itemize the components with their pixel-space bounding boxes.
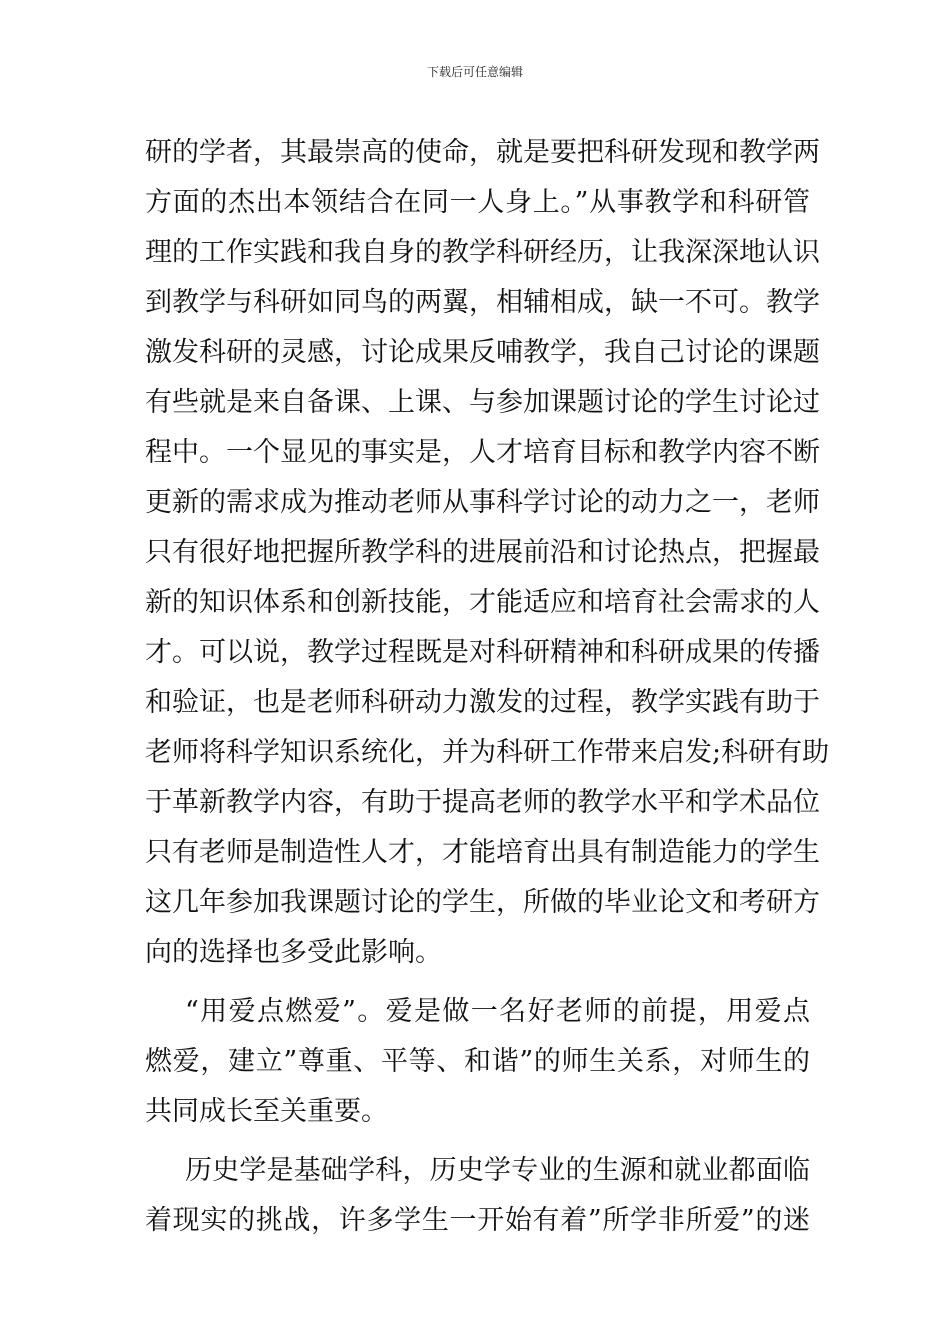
text-line: 着现实的挑战，许多学生一开始有着”所学非所爱”的迷 [145, 1205, 810, 1236]
text-line: 有些就是来自备课、上课、与参加课题讨论的学生讨论过 [145, 387, 820, 418]
text-line: 和验证，也是老师科研动力激发的过程，教学实践有助于 [145, 687, 820, 718]
document-body [145, 128, 830, 1246]
text-line: 向的选择也多受此影响。 [145, 937, 442, 968]
text-line: 到教学与科研如同鸟的两翼，相辅相成，缺一不可。教学 [145, 287, 820, 318]
text-line: 程中。一个显见的事实是，人才培育目标和教学内容不断 [145, 437, 820, 468]
paragraph-gap [145, 1137, 810, 1146]
text-line: 激发科研的灵感，讨论成果反哺教学，我自己讨论的课题 [145, 337, 820, 368]
text-line: “用爱点燃爱”。爱是做一名好老师的前提，用爱点 [185, 996, 810, 1027]
text-line: 研的学者，其最崇高的使命，就是要把科研发现和教学两 [145, 137, 820, 168]
paragraph-2 [145, 987, 810, 1137]
text-line: 只有很好地把握所教学科的进展前沿和讨论热点，把握最 [145, 537, 820, 568]
text-line: 老师将科学知识系统化，并为科研工作带来启发;科研有助 [145, 737, 830, 768]
text-line: 这几年参加我课题讨论的学生，所做的毕业论文和考研方 [145, 887, 820, 918]
text-line: 理的工作实践和我自身的教学科研经历，让我深深地认识 [145, 237, 820, 268]
text-line: 只有老师是制造性人才，才能培育出具有制造能力的学生 [145, 837, 820, 868]
page-header: 下载后可任意编辑 [426, 65, 523, 79]
text-line: 于革新教学内容，有助于提高老师的教学水平和学术品位 [145, 787, 820, 818]
text-line: 历史学是基础学科，历史学专业的生源和就业都面临 [185, 1155, 810, 1186]
text-line: 共同成长至关重要。 [145, 1096, 388, 1127]
text-line: 方面的杰出本领结合在同一人身上。”从事教学和科研管 [145, 187, 810, 218]
paragraph-3 [145, 1146, 810, 1246]
text-line: 更新的需求成为推动老师从事科学讨论的动力之一，老师 [145, 487, 820, 518]
paragraph-1 [145, 128, 830, 978]
text-line: 才。可以说，教学过程既是对科研精神和科研成果的传播 [145, 637, 820, 668]
text-line: 新的知识体系和创新技能，才能适应和培育社会需求的人 [145, 587, 820, 618]
paragraph-gap [145, 978, 810, 987]
text-line: 燃爱，建立”尊重、平等、和谐”的师生关系，对师生的 [145, 1046, 810, 1077]
